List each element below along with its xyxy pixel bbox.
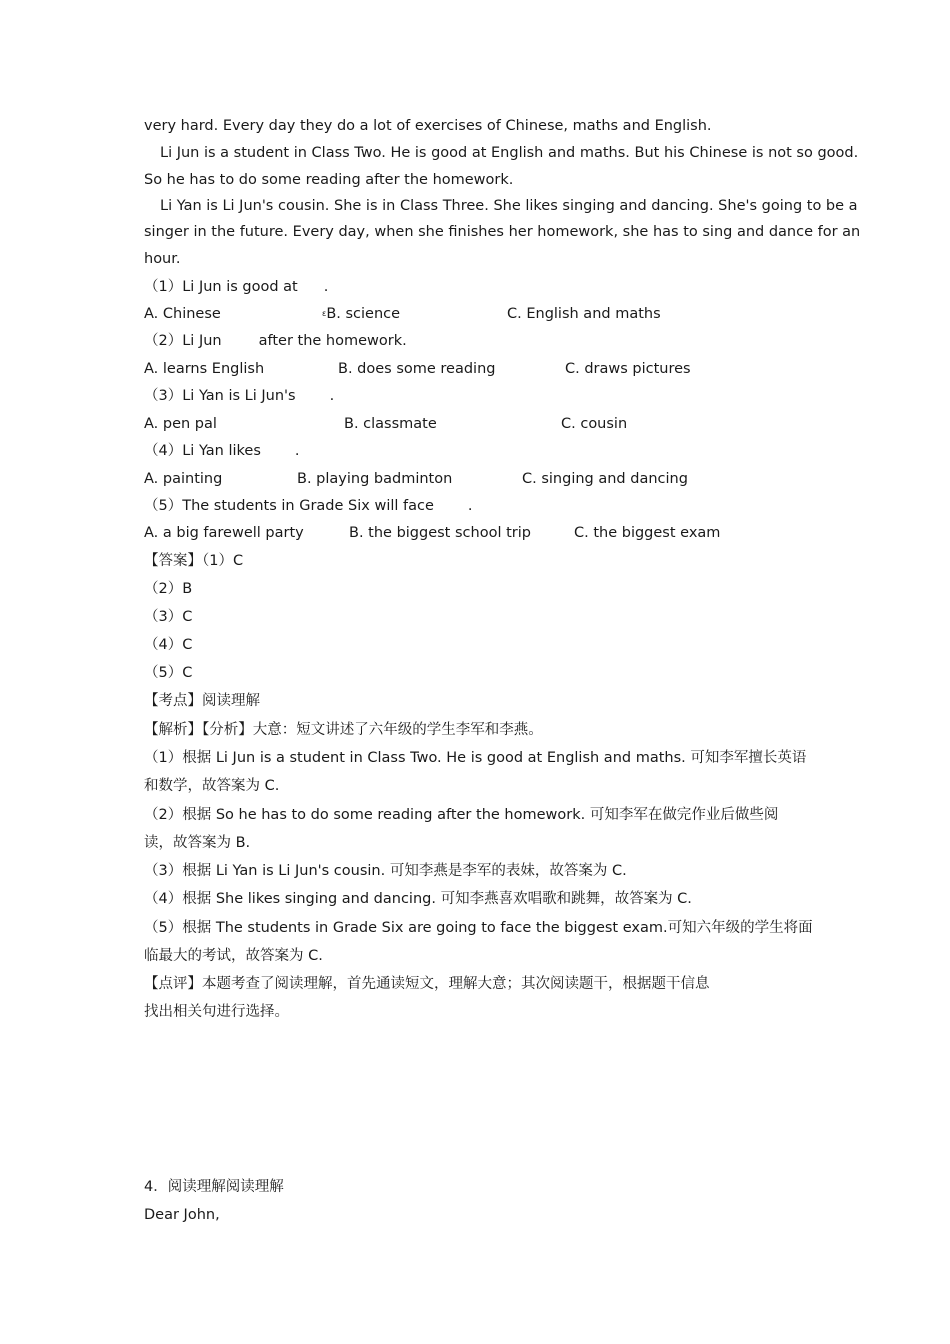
- option-a: A. Chinese: [144, 306, 221, 322]
- dianping-line: 【点评】本题考查了阅读理解，首先通读短文，理解大意；其次阅读题干，根据题干信息: [144, 976, 710, 992]
- question-text: （5）The students in Grade Six will face: [144, 498, 434, 514]
- question-stem: [144, 496, 808, 516]
- answer-line: （2）B: [144, 581, 193, 597]
- question-end: .: [323, 279, 329, 295]
- question-text: （2）Li Jun: [144, 333, 222, 349]
- explanation-line: （4）根据 She likes singing and dancing. 可知李燕喜欢唱歌和跳舞，故答案为 C.: [144, 891, 692, 907]
- option-a: A. a big farewell party: [144, 525, 304, 541]
- question-stem: [144, 386, 808, 406]
- next-question-heading: 4．阅读理解阅读理解: [144, 1179, 284, 1195]
- jiexi-line: 【解析】【分析】大意：短文讲述了六年级的学生李军和李燕。: [144, 722, 543, 738]
- option-c: C. the biggest exam: [574, 525, 721, 541]
- passage-line: So he has to do some reading after the homework.: [144, 172, 514, 188]
- explanation-line: （5）根据 The students in Grade Six are going to face the biggest exam.可知六年级的学生将面: [144, 920, 813, 936]
- question-end: .: [294, 443, 300, 459]
- option-c: C. cousin: [561, 416, 628, 432]
- passage-line: Li Yan is Li Jun's cousin. She is in Class Three. She likes singing and dancing. She's going to be a: [160, 198, 858, 214]
- passage-line: singer in the future. Every day, when she finishes her homework, she has to sing and dance for an: [144, 224, 861, 240]
- option-b-text: B. science: [326, 306, 401, 322]
- option-a: A. pen pal: [144, 416, 217, 432]
- option-c: C. draws pictures: [565, 361, 691, 377]
- option-c: C. singing and dancing: [522, 471, 688, 487]
- answer-line: 【答案】（1）C: [144, 553, 244, 569]
- explanation-line: （2）根据 So he has to do some reading after the homework. 可知李军在做完作业后做些阅: [144, 807, 779, 823]
- answer-line: （3）C: [144, 609, 193, 625]
- option-b: B. playing badminton: [297, 471, 453, 487]
- explanation-line: 和数学，故答案为 C.: [144, 778, 280, 794]
- explanation-line: 临最大的考试，故答案为 C.: [144, 948, 323, 964]
- option-b: [322, 304, 400, 324]
- question-end: after the homework.: [258, 333, 407, 349]
- passage-line: hour.: [144, 251, 181, 267]
- stray-mark: ɛ: [322, 309, 327, 318]
- explanation-line: 读，故答案为 B.: [144, 835, 251, 851]
- answer-line: （4）C: [144, 637, 193, 653]
- question-text: （1）Li Jun is good at: [144, 279, 298, 295]
- question-text: （3）Li Yan is Li Jun's: [144, 388, 296, 404]
- letter-salutation: Dear John,: [144, 1207, 220, 1223]
- option-b: B. the biggest school trip: [349, 525, 531, 541]
- option-a: A. painting: [144, 471, 223, 487]
- option-a: A. learns English: [144, 361, 265, 377]
- question-end: .: [329, 388, 335, 404]
- option-c: C. English and maths: [507, 306, 661, 322]
- question-text: （4）Li Yan likes: [144, 443, 261, 459]
- option-b: B. classmate: [344, 416, 437, 432]
- kaodian-line: 【考点】阅读理解: [144, 693, 260, 709]
- passage-line: very hard. Every day they do a lot of exercises of Chinese, maths and English.: [144, 118, 712, 134]
- option-b: B. does some reading: [338, 361, 496, 377]
- question-stem: [144, 441, 808, 461]
- explanation-line: （1）根据 Li Jun is a student in Class Two. He is good at English and maths. 可知李军擅长英语: [144, 750, 807, 766]
- question-end: .: [467, 498, 473, 514]
- passage-line: Li Jun is a student in Class Two. He is good at English and maths. But his Chinese is not so good.: [160, 145, 859, 161]
- question-stem: [144, 277, 808, 297]
- answer-line: （5）C: [144, 665, 193, 681]
- question-stem: [144, 331, 808, 351]
- explanation-line: （3）根据 Li Yan is Li Jun's cousin. 可知李燕是李军的表妹，故答案为 C.: [144, 863, 627, 879]
- dianping-line: 找出相关句进行选择。: [144, 1004, 289, 1020]
